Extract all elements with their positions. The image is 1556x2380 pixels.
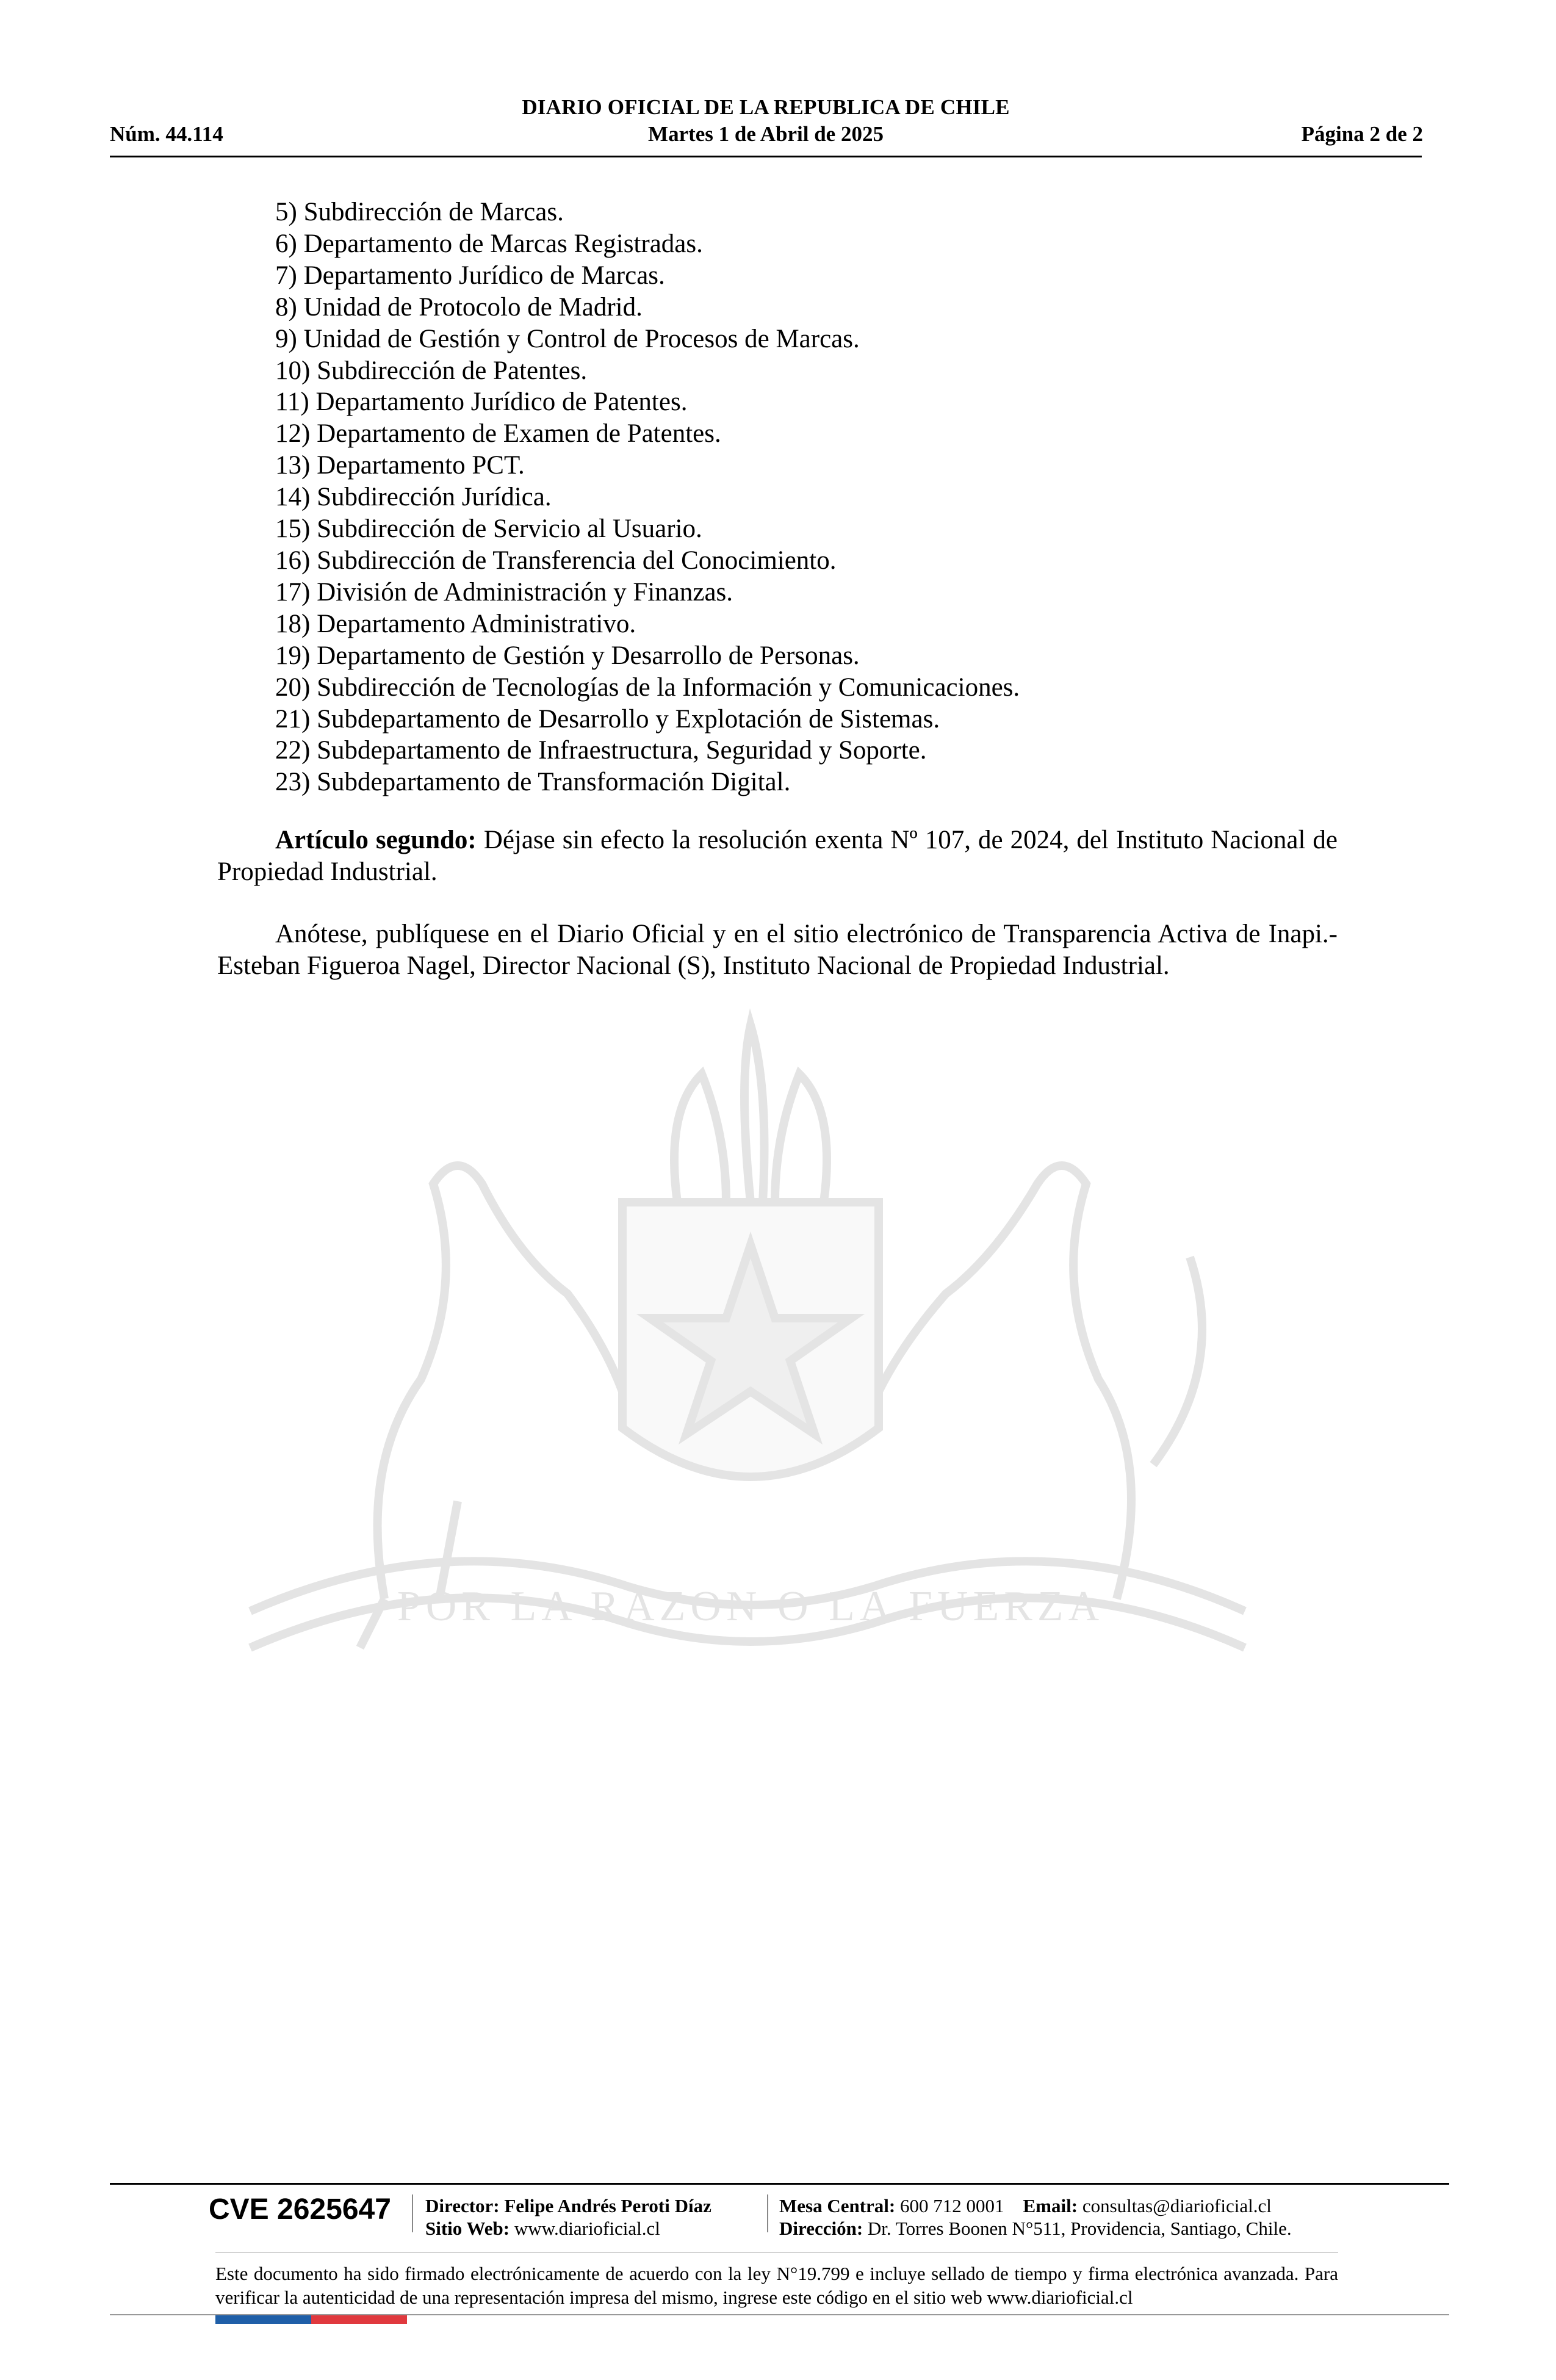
department-list xyxy=(275,197,1020,798)
phone-label: Mesa Central: xyxy=(779,2195,896,2216)
article-paragraph xyxy=(217,824,1338,888)
list-item: 18) Departamento Administrativo. xyxy=(275,609,636,638)
issue-number: Núm. 44.114 xyxy=(110,122,223,146)
list-item: 11) Departamento Jurídico de Patentes. xyxy=(275,388,688,417)
coat-of-arms-watermark-icon xyxy=(201,1001,1294,1690)
footer-separator xyxy=(767,2194,768,2232)
footer-director-column xyxy=(425,2194,711,2240)
website-label: Sitio Web: xyxy=(425,2218,510,2239)
list-item: 5) Subdirección de Marcas. xyxy=(275,198,564,226)
director-label: Director: xyxy=(425,2195,500,2216)
list-item: 14) Subdirección Jurídica. xyxy=(275,483,552,512)
page-indicator: Página 2 de 2 xyxy=(1301,122,1423,146)
cve-code: CVE 2625647 xyxy=(209,2193,391,2226)
list-item: 6) Departamento de Marcas Registradas. xyxy=(275,229,703,258)
email-label: Email: xyxy=(1023,2195,1078,2216)
article-text: Déjase sin efecto la resolución exenta Nº 107, de 2024, del Instituto Nacional de Propiedad Industrial. xyxy=(217,826,1338,886)
list-item: 9) Unidad de Gestión y Control de Procesos de Marcas. xyxy=(275,324,860,353)
header-divider xyxy=(110,156,1422,157)
list-item: 22) Subdepartamento de Infraestructura, Seguridad y Soporte. xyxy=(275,736,927,765)
director-name: Felipe Andrés Peroti Díaz xyxy=(504,2195,711,2216)
list-item: 7) Departamento Jurídico de Marcas. xyxy=(275,261,665,290)
list-item: 10) Subdirección de Patentes. xyxy=(275,356,588,385)
closing-text: Anótese, publíquese en el Diario Oficial y en el sitio electrónico de Transparencia Activa de Inapi.- Esteban Figueroa Nagel, Director Nacional (S), Instituto Nacional de Propiedad Industrial. xyxy=(217,920,1338,980)
email-link[interactable]: consultas@diarioficial.cl xyxy=(1082,2195,1272,2216)
footer-divider-top xyxy=(110,2183,1449,2185)
list-item: 19) Departamento de Gestión y Desarrollo de Personas. xyxy=(275,641,860,670)
address-value: Dr. Torres Boonen N°511, Providencia, Santiago, Chile. xyxy=(867,2218,1292,2239)
flag-stripe-red xyxy=(311,2315,407,2324)
signature-notice: Este documento ha sido firmado electrónicamente de acuerdo con la ley N°19.799 e incluye sellado de tiempo y firma electrónica avanzada. Para verificar la autenticidad de una representación impresa del mismo, ingrese este código en el sitio web www.diarioficial.cl xyxy=(215,2263,1338,2308)
flag-stripe-blue xyxy=(215,2315,311,2324)
address-label: Dirección: xyxy=(779,2218,863,2239)
list-item: 13) Departamento PCT. xyxy=(275,451,525,480)
footer-separator xyxy=(412,2194,413,2232)
list-item: 23) Subdepartamento de Transformación Digital. xyxy=(275,768,791,797)
list-item: 17) División de Administración y Finanzas. xyxy=(275,577,733,607)
list-item: 21) Subdepartamento de Desarrollo y Explotación de Sistemas. xyxy=(275,704,940,734)
phone-value: 600 712 0001 xyxy=(900,2195,1004,2216)
list-item: 12) Departamento de Examen de Patentes. xyxy=(275,419,721,449)
list-item: 8) Unidad de Protocolo de Madrid. xyxy=(275,292,643,322)
list-item: 15) Subdirección de Servicio al Usuario. xyxy=(275,514,702,544)
website-link[interactable]: www.diarioficial.cl xyxy=(514,2218,660,2239)
footer-contact-column xyxy=(779,2194,1292,2240)
article-label: Artículo segundo: xyxy=(275,826,477,854)
list-item: 16) Subdirección de Transferencia del Conocimiento. xyxy=(275,546,837,575)
issue-date: Martes 1 de Abril de 2025 xyxy=(648,122,884,146)
closing-paragraph xyxy=(217,918,1338,982)
publication-title: DIARIO OFICIAL DE LA REPUBLICA DE CHILE xyxy=(522,95,1010,119)
list-item: 20) Subdirección de Tecnologías de la Información y Comunicaciones. xyxy=(275,673,1020,702)
watermark-motto: POR LA RAZON O LA FUERZA xyxy=(397,1583,1104,1630)
